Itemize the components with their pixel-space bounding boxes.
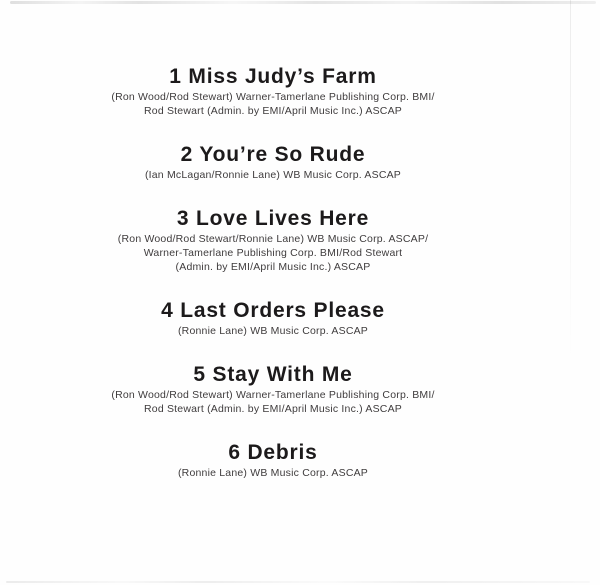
track-number: 3 [176, 207, 190, 230]
track-title [0, 142, 546, 168]
scan-artifact-fold-line [570, 0, 571, 363]
track-title [0, 440, 546, 466]
track-number: 1 [169, 65, 182, 88]
track-title [0, 298, 546, 324]
track-credit-line: (Ronnie Lane) WB Music Corp. ASCAP [177, 325, 369, 337]
track-number: 6 [228, 441, 241, 464]
track-entry-4 [0, 298, 546, 338]
track-name: Miss Judy’s Farm [188, 65, 377, 88]
track-credit-line: (Admin. by EMI/April Music Inc.) ASCAP [175, 261, 371, 273]
track-entry-2 [0, 142, 546, 182]
track-entry-5 [0, 362, 546, 416]
track-number: 5 [193, 363, 206, 386]
track-credit-line: Rod Stewart (Admin. by EMI/April Music Inc.) ASCAP [144, 403, 402, 415]
track-number: 4 [161, 299, 174, 322]
track-credit-line: (Ron Wood/Rod Stewart) Warner-Tamerlane Publishing Corp. BMI/ [111, 389, 435, 401]
track-title [0, 64, 546, 90]
track-credit-line: (Ronnie Lane) WB Music Corp. ASCAP [177, 467, 369, 479]
track-credit-line: Warner-Tamerlane Publishing Corp. BMI/Rod Stewart [143, 247, 403, 259]
track-credit-line: Rod Stewart (Admin. by EMI/April Music Inc.) ASCAP [144, 105, 402, 117]
track-entry-6 [0, 440, 546, 480]
track-name: Debris [247, 441, 318, 464]
track-credit-line: (Ron Wood/Rod Stewart) Warner-Tamerlane Publishing Corp. BMI/ [111, 91, 435, 103]
track-number: 2 [180, 143, 194, 166]
track-entry-3 [0, 206, 546, 274]
track-credit-line: (Ian McLagan/Ronnie Lane) WB Music Corp. ASCAP [144, 169, 402, 181]
track-name: Last Orders Please [180, 299, 385, 322]
track-name: Love Lives Here [196, 207, 370, 230]
track-entry-1 [0, 64, 546, 118]
track-name: You’re So Rude [199, 143, 366, 166]
track-title [0, 206, 546, 232]
track-title [0, 362, 546, 388]
scan-artifact-bottom-edge [6, 581, 590, 583]
track-credit-line: (Ron Wood/Rod Stewart/Ronnie Lane) WB Music Corp. ASCAP/ [117, 233, 429, 245]
track-name: Stay With Me [212, 363, 353, 386]
